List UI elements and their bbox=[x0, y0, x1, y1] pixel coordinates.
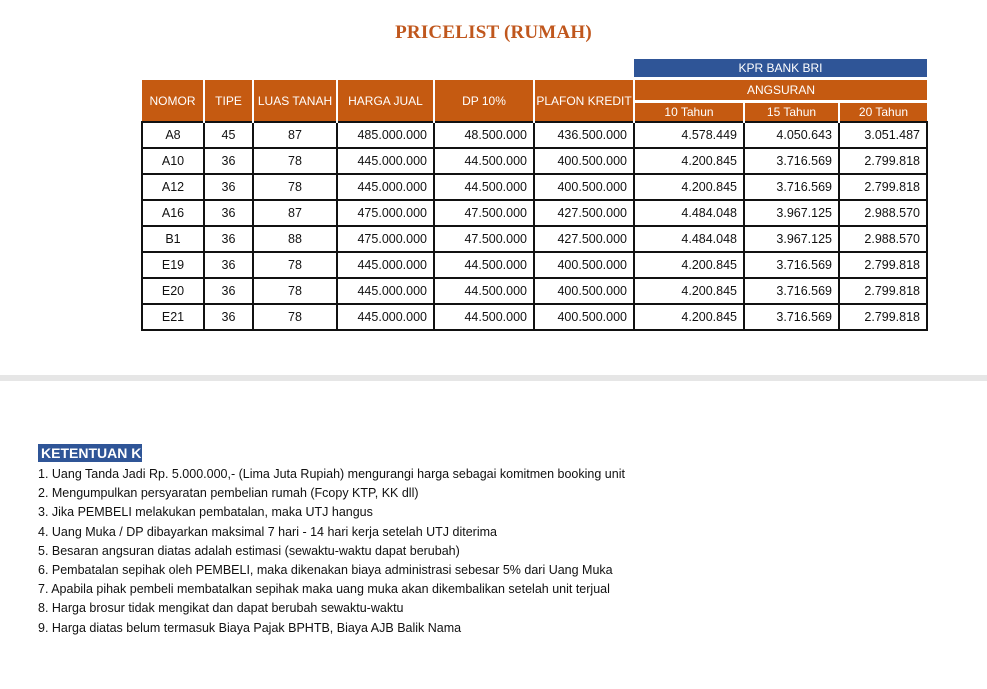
cell-nomor: A16 bbox=[142, 200, 204, 226]
cell-15-tahun: 3.716.569 bbox=[744, 304, 839, 330]
cell-20-tahun: 2.799.818 bbox=[839, 304, 927, 330]
cell-plafon: 436.500.000 bbox=[534, 122, 634, 148]
kpr-bank-header: KPR BANK BRI bbox=[634, 59, 927, 79]
col-header-dp: DP 10% bbox=[434, 79, 534, 123]
col-header-nomor: NOMOR bbox=[142, 79, 204, 123]
cell-harga: 485.000.000 bbox=[337, 122, 434, 148]
cell-luas: 88 bbox=[253, 226, 337, 252]
cell-tipe: 36 bbox=[204, 174, 253, 200]
cell-nomor: E19 bbox=[142, 252, 204, 278]
cell-tipe: 36 bbox=[204, 252, 253, 278]
cell-dp: 44.500.000 bbox=[434, 252, 534, 278]
page-title: PRICELIST (RUMAH) bbox=[395, 22, 592, 43]
table-row bbox=[142, 122, 927, 148]
cell-luas: 87 bbox=[253, 122, 337, 148]
cell-tipe: 36 bbox=[204, 278, 253, 304]
cell-tipe: 36 bbox=[204, 226, 253, 252]
cell-tipe: 36 bbox=[204, 148, 253, 174]
angsuran-header: ANGSURAN bbox=[634, 79, 927, 102]
table-row bbox=[142, 174, 927, 200]
cell-10-tahun: 4.484.048 bbox=[634, 226, 744, 252]
ketentuan-item: 1. Uang Tanda Jadi Rp. 5.000.000,- (Lima Juta Rupiah) mengurangi harga sebagai komitmen booking unit bbox=[38, 467, 625, 481]
cell-tipe: 36 bbox=[204, 304, 253, 330]
ketentuan-item: 5. Besaran angsuran diatas adalah estimasi (sewaktu-waktu dapat berubah) bbox=[38, 543, 460, 558]
cell-nomor: E21 bbox=[142, 304, 204, 330]
cell-15-tahun: 3.716.569 bbox=[744, 252, 839, 278]
cell-20-tahun: 2.799.818 bbox=[839, 148, 927, 174]
cell-harga: 445.000.000 bbox=[337, 148, 434, 174]
cell-plafon: 427.500.000 bbox=[534, 226, 634, 252]
cell-plafon: 400.500.000 bbox=[534, 148, 634, 174]
cell-harga: 445.000.000 bbox=[337, 278, 434, 304]
cell-nomor: A12 bbox=[142, 174, 204, 200]
cell-dp: 47.500.000 bbox=[434, 226, 534, 252]
ketentuan-item: 2. Mengumpulkan persyaratan pembelian rumah (Fcopy KTP, KK dll) bbox=[38, 486, 419, 501]
ketentuan-item: 8. Harga brosur tidak mengikat dan dapat berubah sewaktu-waktu bbox=[38, 601, 404, 616]
cell-nomor: A10 bbox=[142, 148, 204, 174]
cell-luas: 78 bbox=[253, 174, 337, 200]
cell-harga: 445.000.000 bbox=[337, 174, 434, 200]
ketentuan-item: 3. Jika PEMBELI melakukan pembatalan, maka UTJ hangus bbox=[38, 505, 373, 520]
cell-harga: 475.000.000 bbox=[337, 200, 434, 226]
cell-dp: 44.500.000 bbox=[434, 148, 534, 174]
cell-10-tahun: 4.200.845 bbox=[634, 304, 744, 330]
cell-15-tahun: 4.050.643 bbox=[744, 122, 839, 148]
ketentuan-item: 9. Harga diatas belum termasuk Biaya Pajak BPHTB, Biaya AJB Balik Nama bbox=[38, 620, 462, 635]
cell-plafon: 400.500.000 bbox=[534, 278, 634, 304]
cell-harga: 445.000.000 bbox=[337, 304, 434, 330]
cell-15-tahun: 3.967.125 bbox=[744, 226, 839, 252]
cell-luas: 78 bbox=[253, 252, 337, 278]
cell-dp: 47.500.000 bbox=[434, 200, 534, 226]
table-row bbox=[142, 148, 927, 174]
cell-15-tahun: 3.967.125 bbox=[744, 200, 839, 226]
cell-20-tahun: 2.988.570 bbox=[839, 200, 927, 226]
cell-20-tahun: 2.799.818 bbox=[839, 278, 927, 304]
cell-10-tahun: 4.578.449 bbox=[634, 122, 744, 148]
cell-tipe: 36 bbox=[204, 200, 253, 226]
cell-plafon: 400.500.000 bbox=[534, 174, 634, 200]
ketentuan-item: 7. Apabila pihak pembeli membatalkan sepihak maka uang muka akan dikembalikan setelah unit terjual bbox=[38, 582, 610, 597]
table-row bbox=[142, 304, 927, 330]
cell-20-tahun: 3.051.487 bbox=[839, 122, 927, 148]
col-header-20-tahun: 20 Tahun bbox=[839, 102, 927, 123]
col-header-10-tahun: 10 Tahun bbox=[634, 102, 744, 123]
cell-luas: 78 bbox=[253, 304, 337, 330]
cell-10-tahun: 4.200.845 bbox=[634, 278, 744, 304]
cell-10-tahun: 4.200.845 bbox=[634, 252, 744, 278]
table-row bbox=[142, 226, 927, 252]
col-header-plafon-kredit: PLAFON KREDIT bbox=[534, 79, 634, 123]
ketentuan-title: KETENTUAN K bbox=[38, 444, 142, 462]
table-row bbox=[142, 252, 927, 278]
cell-15-tahun: 3.716.569 bbox=[744, 278, 839, 304]
cell-nomor: E20 bbox=[142, 278, 204, 304]
cell-plafon: 427.500.000 bbox=[534, 200, 634, 226]
ketentuan-item: 4. Uang Muka / DP dibayarkan maksimal 7 hari - 14 hari kerja setelah UTJ diterima bbox=[38, 524, 497, 539]
cell-15-tahun: 3.716.569 bbox=[744, 174, 839, 200]
ketentuan-item: 6. Pembatalan sepihak oleh PEMBELI, maka dikenakan biaya administrasi sebesar 5% dari Uang Muka bbox=[38, 562, 613, 577]
cell-plafon: 400.500.000 bbox=[534, 252, 634, 278]
cell-plafon: 400.500.000 bbox=[534, 304, 634, 330]
col-header-tipe: TIPE bbox=[204, 79, 253, 123]
cell-luas: 78 bbox=[253, 148, 337, 174]
cell-harga: 445.000.000 bbox=[337, 252, 434, 278]
ketentuan-list bbox=[38, 465, 625, 638]
col-header-15-tahun: 15 Tahun bbox=[744, 102, 839, 123]
cell-20-tahun: 2.799.818 bbox=[839, 174, 927, 200]
cell-dp: 44.500.000 bbox=[434, 278, 534, 304]
cell-dp: 48.500.000 bbox=[434, 122, 534, 148]
cell-10-tahun: 4.484.048 bbox=[634, 200, 744, 226]
cell-10-tahun: 4.200.845 bbox=[634, 148, 744, 174]
cell-harga: 475.000.000 bbox=[337, 226, 434, 252]
table-row bbox=[142, 200, 927, 226]
section-divider bbox=[0, 375, 987, 381]
cell-20-tahun: 2.799.818 bbox=[839, 252, 927, 278]
table-row bbox=[142, 278, 927, 304]
cell-dp: 44.500.000 bbox=[434, 174, 534, 200]
cell-tipe: 45 bbox=[204, 122, 253, 148]
col-header-luas-tanah: LUAS TANAH bbox=[253, 79, 337, 123]
price-table bbox=[141, 59, 928, 331]
cell-15-tahun: 3.716.569 bbox=[744, 148, 839, 174]
cell-nomor: A8 bbox=[142, 122, 204, 148]
cell-luas: 87 bbox=[253, 200, 337, 226]
cell-dp: 44.500.000 bbox=[434, 304, 534, 330]
cell-luas: 78 bbox=[253, 278, 337, 304]
cell-20-tahun: 2.988.570 bbox=[839, 226, 927, 252]
cell-10-tahun: 4.200.845 bbox=[634, 174, 744, 200]
cell-nomor: B1 bbox=[142, 226, 204, 252]
col-header-harga-jual: HARGA JUAL bbox=[337, 79, 434, 123]
